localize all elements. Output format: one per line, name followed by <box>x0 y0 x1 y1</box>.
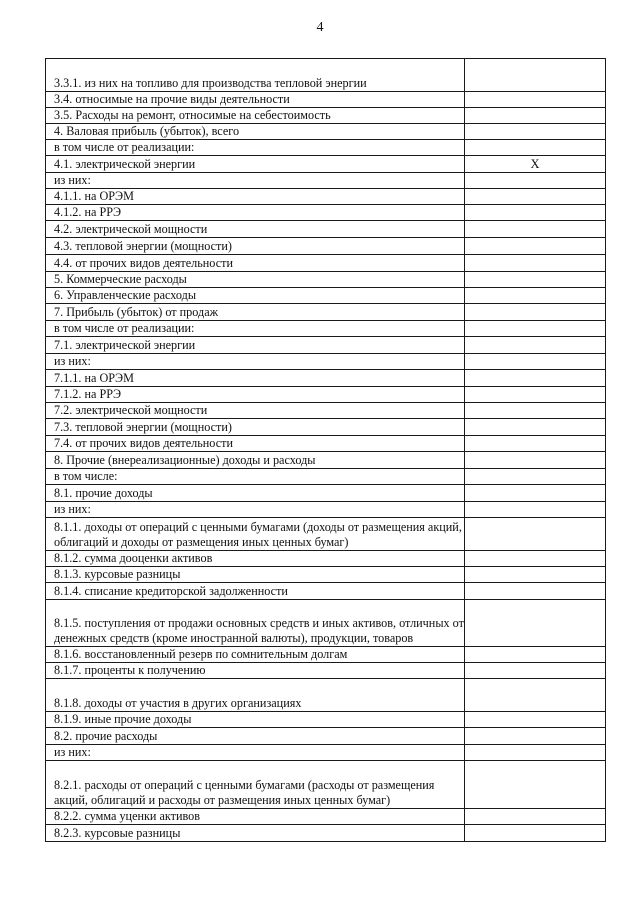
row-label: 8.2.3. курсовые разницы <box>46 825 465 842</box>
row-label: 8.2. прочие расходы <box>46 728 465 745</box>
table-row <box>46 403 606 419</box>
row-value <box>465 647 606 663</box>
table-row <box>46 551 606 567</box>
row-value <box>465 238 606 255</box>
table-row <box>46 337 606 354</box>
table-row <box>46 173 606 189</box>
row-label: 8.1.2. сумма дооценки активов <box>46 551 465 567</box>
row-label: 3.5. Расходы на ремонт, относимые на себестоимость <box>46 108 465 124</box>
row-value <box>465 321 606 337</box>
row-value <box>465 419 606 436</box>
row-label: в том числе: <box>46 469 465 485</box>
table-row <box>46 370 606 387</box>
row-label: 4.1.1. на ОРЭМ <box>46 189 465 205</box>
row-value <box>465 712 606 728</box>
table-row <box>46 108 606 124</box>
table-row <box>46 809 606 825</box>
row-label: из них: <box>46 173 465 189</box>
row-value <box>465 600 606 647</box>
row-label: 8.1. прочие доходы <box>46 485 465 502</box>
row-value <box>465 485 606 502</box>
row-label: 8.1.1. доходы от операций с ценными бумагами (доходы от размещения акций, облигаций и доходы от размещения иных ценных бумаг) <box>46 518 465 551</box>
table-row <box>46 59 606 92</box>
row-value <box>465 403 606 419</box>
row-label: 7.1. электрической энергии <box>46 337 465 354</box>
table-row <box>46 92 606 108</box>
row-label: 4.2. электрической мощности <box>46 221 465 238</box>
row-value <box>465 663 606 679</box>
table-row <box>46 354 606 370</box>
row-value <box>465 469 606 485</box>
row-value <box>465 272 606 288</box>
row-label: 5. Коммерческие расходы <box>46 272 465 288</box>
row-label: 8.2.1. расходы от операций с ценными бумагами (расходы от размещения акций, облигаций и расходы от размещения иных ценных бумаг) <box>46 761 465 809</box>
row-value <box>465 387 606 403</box>
table-row <box>46 825 606 842</box>
row-value <box>465 518 606 551</box>
row-value <box>465 189 606 205</box>
row-label: 3.4. относимые на прочие виды деятельности <box>46 92 465 108</box>
table-row <box>46 255 606 272</box>
row-label: 8.1.8. доходы от участия в других организациях <box>46 679 465 712</box>
report-table-body <box>46 59 606 842</box>
row-value: X <box>465 156 606 173</box>
table-row <box>46 124 606 140</box>
table-row <box>46 321 606 337</box>
row-label: 7.2. электрической мощности <box>46 403 465 419</box>
row-label: 8.1.7. проценты к получению <box>46 663 465 679</box>
row-label: 6. Управленческие расходы <box>46 288 465 304</box>
table-row <box>46 140 606 156</box>
table-row <box>46 238 606 255</box>
row-label: 4. Валовая прибыль (убыток), всего <box>46 124 465 140</box>
row-value <box>465 370 606 387</box>
row-label: 8.2.2. сумма уценки активов <box>46 809 465 825</box>
row-value <box>465 679 606 712</box>
row-label: 8.1.6. восстановленный резерв по сомнительным долгам <box>46 647 465 663</box>
table-row <box>46 679 606 712</box>
row-value <box>465 583 606 600</box>
row-value <box>465 745 606 761</box>
row-label: из них: <box>46 354 465 370</box>
row-value <box>465 728 606 745</box>
table-row <box>46 485 606 502</box>
row-value <box>465 452 606 469</box>
table-row <box>46 205 606 221</box>
row-value <box>465 92 606 108</box>
row-label: в том числе от реализации: <box>46 140 465 156</box>
row-value <box>465 108 606 124</box>
row-value <box>465 551 606 567</box>
table-row <box>46 419 606 436</box>
table-row <box>46 387 606 403</box>
table-row <box>46 600 606 647</box>
table-row <box>46 189 606 205</box>
row-value <box>465 288 606 304</box>
row-value <box>465 825 606 842</box>
row-label: 8.1.4. списание кредиторской задолженности <box>46 583 465 600</box>
row-value <box>465 124 606 140</box>
row-label: 4.4. от прочих видов деятельности <box>46 255 465 272</box>
row-value <box>465 140 606 156</box>
row-label: 4.1.2. на РРЭ <box>46 205 465 221</box>
row-value <box>465 761 606 809</box>
row-value <box>465 809 606 825</box>
row-label: в том числе от реализации: <box>46 321 465 337</box>
row-label: 7.1.2. на РРЭ <box>46 387 465 403</box>
row-label: 3.3.1. из них на топливо для производства тепловой энергии <box>46 59 465 92</box>
row-value <box>465 337 606 354</box>
table-row <box>46 436 606 452</box>
row-value <box>465 436 606 452</box>
table-row <box>46 469 606 485</box>
row-value <box>465 173 606 189</box>
table-row <box>46 452 606 469</box>
table-row <box>46 156 606 173</box>
table-row <box>46 663 606 679</box>
row-value <box>465 567 606 583</box>
row-label: 8.1.5. поступления от продажи основных средств и иных активов, отличных от денежных средств (кроме иностранной валюты), продукции, товаров <box>46 600 465 647</box>
table-row <box>46 288 606 304</box>
row-label: 8.1.3. курсовые разницы <box>46 567 465 583</box>
row-label: 7. Прибыль (убыток) от продаж <box>46 304 465 321</box>
row-value <box>465 502 606 518</box>
table-row <box>46 745 606 761</box>
row-label: 4.1. электрической энергии <box>46 156 465 173</box>
row-label: 8. Прочие (внереализационные) доходы и расходы <box>46 452 465 469</box>
table-row <box>46 761 606 809</box>
table-row <box>46 272 606 288</box>
table-row <box>46 567 606 583</box>
row-label: из них: <box>46 745 465 761</box>
row-label: 7.1.1. на ОРЭМ <box>46 370 465 387</box>
row-value <box>465 255 606 272</box>
row-value <box>465 221 606 238</box>
row-label: 7.4. от прочих видов деятельности <box>46 436 465 452</box>
table-row <box>46 221 606 238</box>
table-row <box>46 502 606 518</box>
table-row <box>46 583 606 600</box>
row-value <box>465 354 606 370</box>
row-value <box>465 304 606 321</box>
row-value <box>465 205 606 221</box>
table-row <box>46 728 606 745</box>
row-value <box>465 59 606 92</box>
table-row <box>46 712 606 728</box>
row-label: 7.3. тепловой энергии (мощности) <box>46 419 465 436</box>
row-label: 4.3. тепловой энергии (мощности) <box>46 238 465 255</box>
row-label: 8.1.9. иные прочие доходы <box>46 712 465 728</box>
table-row <box>46 304 606 321</box>
table-row <box>46 647 606 663</box>
page-number: 4 <box>316 20 324 35</box>
financial-report-table <box>45 58 606 842</box>
row-label: из них: <box>46 502 465 518</box>
table-row <box>46 518 606 551</box>
